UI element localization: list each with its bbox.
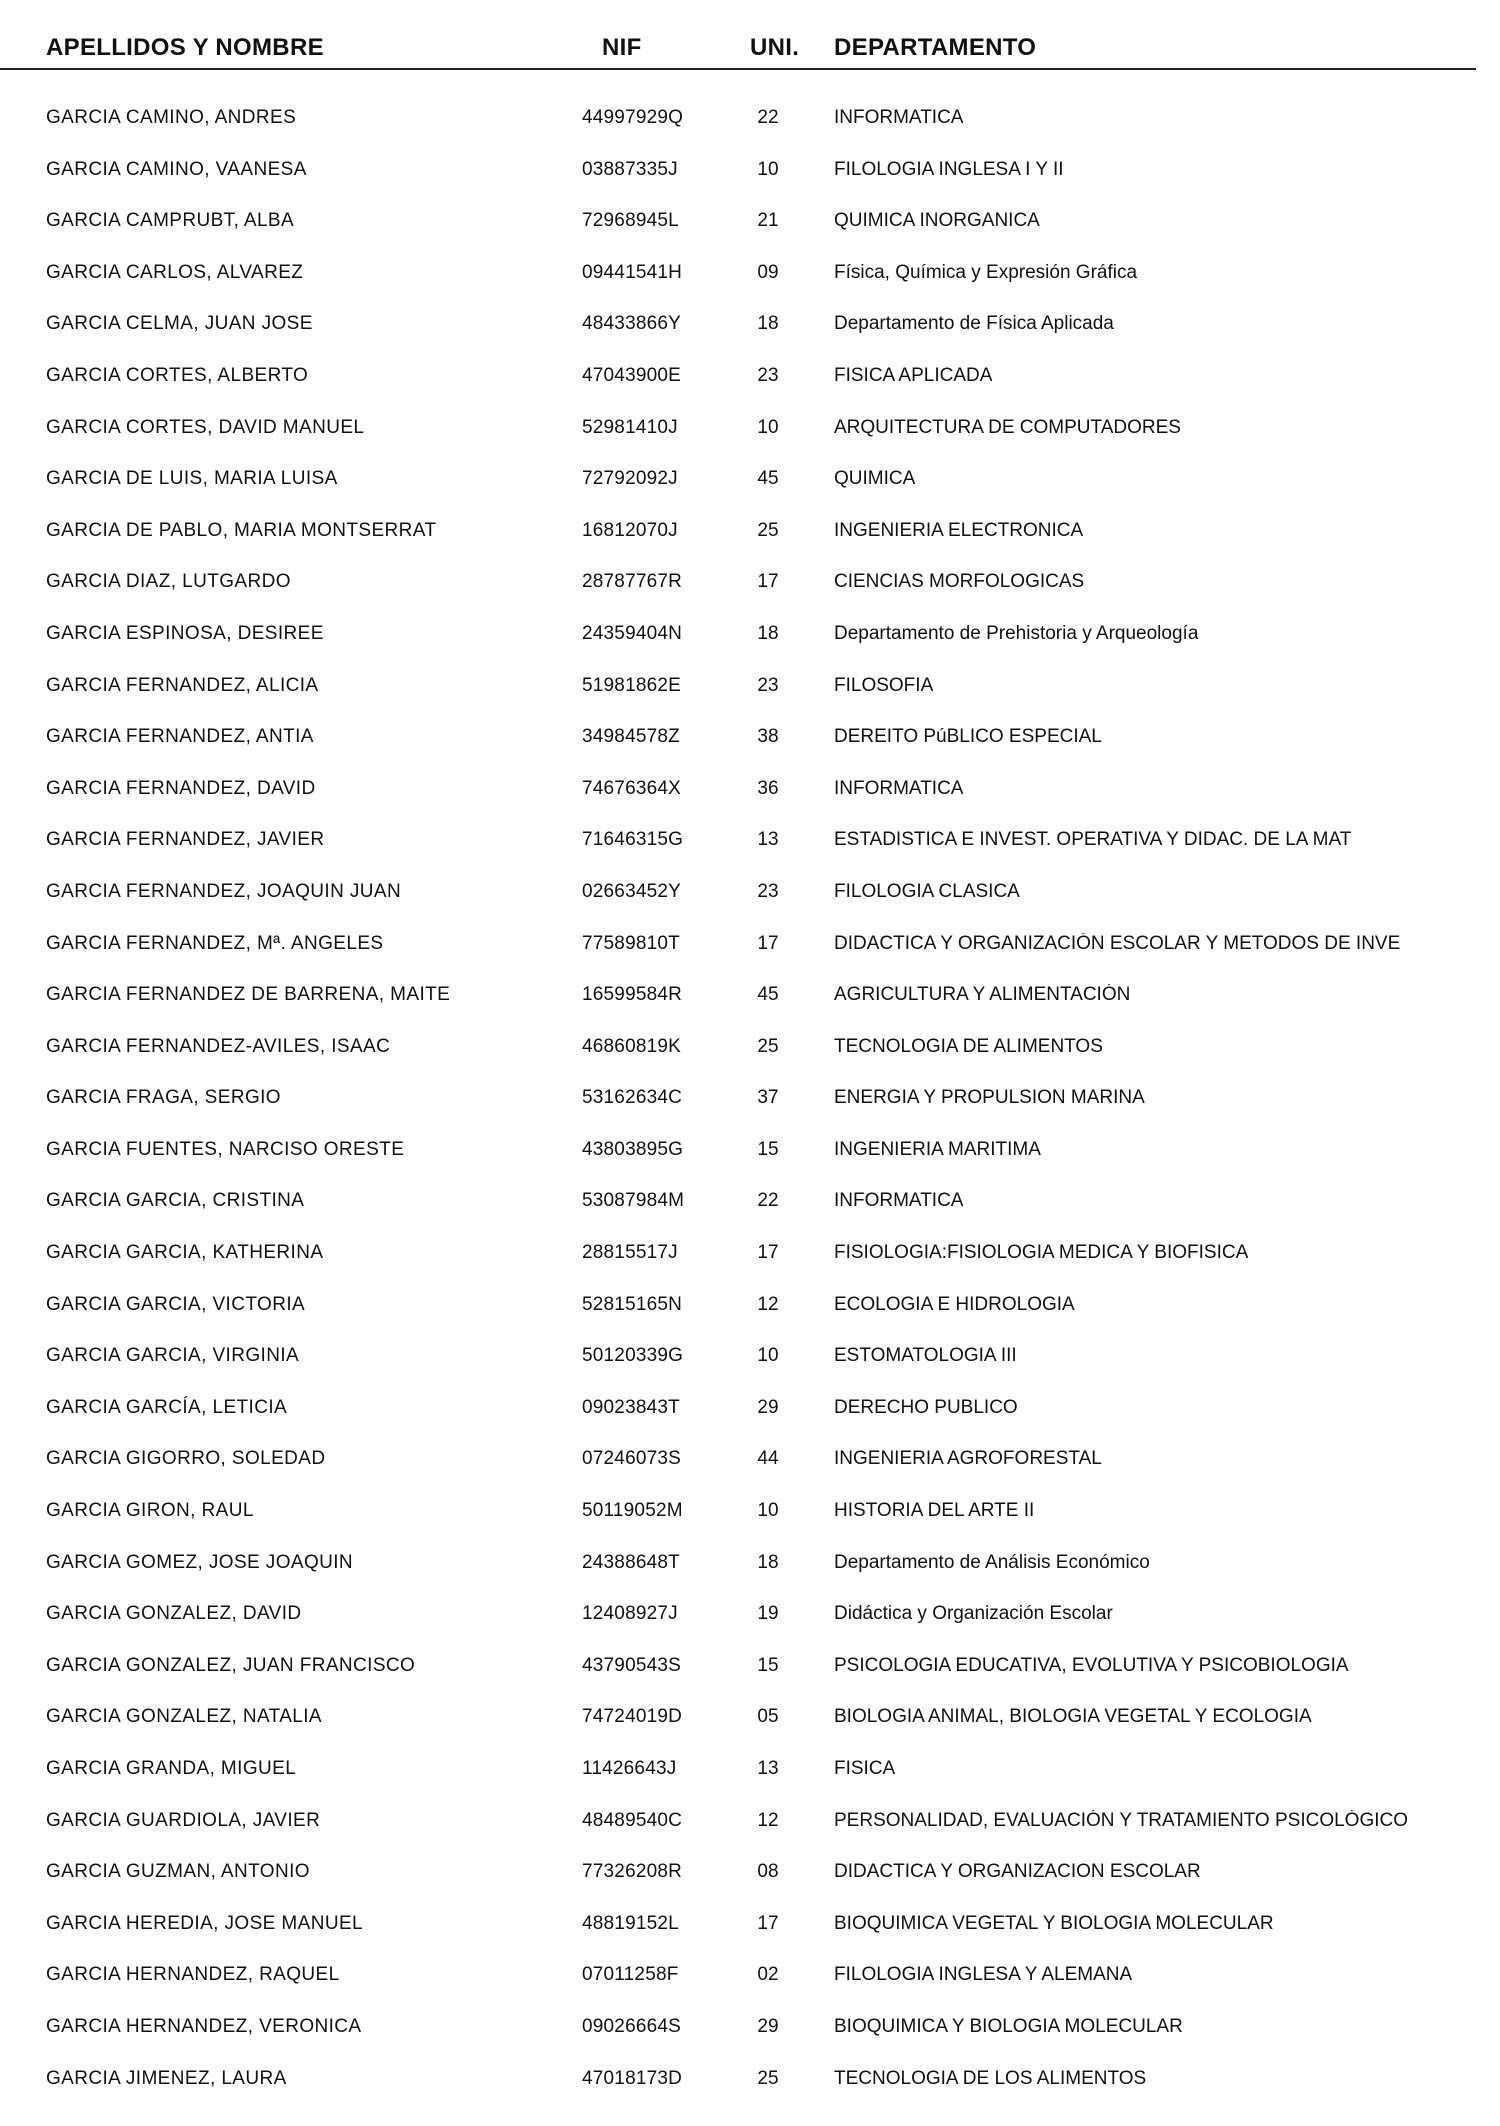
- cell-name: GARCIA HEREDIA, JOSE MANUEL: [46, 1912, 363, 1934]
- cell-nif: 52815165N: [582, 1293, 683, 1315]
- cell-department: ECOLOGIA E HIDROLOGIA: [834, 1293, 1075, 1315]
- cell-nif: 16812070J: [582, 519, 678, 541]
- cell-uni: 10: [757, 158, 779, 180]
- table-row: [0, 1234, 1500, 1286]
- cell-nif: 48819152L: [582, 1912, 679, 1934]
- cell-uni: 25: [757, 1035, 779, 1057]
- cell-department: Departamento de Prehistoria y Arqueología: [834, 622, 1199, 644]
- cell-name: GARCIA CORTES, DAVID MANUEL: [46, 416, 365, 438]
- table-row: [0, 615, 1500, 667]
- table-row: [0, 1595, 1500, 1647]
- cell-uni: 25: [757, 519, 779, 541]
- cell-nif: 74676364X: [582, 777, 682, 799]
- cell-uni: 18: [757, 1551, 779, 1573]
- cell-department: DEREITO PúBLICO ESPECIAL: [834, 726, 1102, 748]
- cell-name: GARCIA ESPINOSA, DESIREE: [46, 622, 324, 644]
- table-row: [0, 1956, 1500, 2008]
- cell-name: GARCIA DE LUIS, MARIA LUISA: [46, 468, 338, 490]
- table-row: [0, 1750, 1500, 1802]
- cell-department: DIDACTICA Y ORGANIZACIÓN ESCOLAR Y METODOS DE INVE: [834, 932, 1401, 954]
- header-nif: NIF: [602, 34, 642, 61]
- table-row: [0, 99, 1500, 151]
- cell-department: Departamento de Análisis Económico: [834, 1551, 1150, 1573]
- cell-name: GARCIA FERNANDEZ, JOAQUIN JUAN: [46, 880, 402, 902]
- cell-uni: 23: [757, 674, 779, 696]
- cell-nif: 24388648T: [582, 1551, 680, 1573]
- cell-nif: 16599584R: [582, 984, 683, 1006]
- cell-name: GARCIA GUZMAN, ANTONIO: [46, 1861, 310, 1883]
- cell-name: GARCIA GONZALEZ, DAVID: [46, 1603, 302, 1625]
- table-row: [0, 1182, 1500, 1234]
- table-row: [0, 2060, 1500, 2112]
- cell-nif: 03887335J: [582, 158, 678, 180]
- cell-uni: 15: [757, 1138, 779, 1160]
- cell-name: GARCIA FERNANDEZ, ALICIA: [46, 674, 319, 696]
- cell-nif: 07011258F: [582, 1964, 679, 1986]
- cell-nif: 09026664S: [582, 2015, 682, 2037]
- cell-uni: 45: [757, 984, 779, 1006]
- cell-department: Departamento de Física Aplicada: [834, 313, 1114, 335]
- cell-department: QUIMICA: [834, 468, 916, 490]
- table-row: [0, 976, 1500, 1028]
- table-row: [0, 1905, 1500, 1957]
- table-row: [0, 151, 1500, 203]
- table-row: [0, 1028, 1500, 1080]
- cell-department: ENERGIA Y PROPULSION MARINA: [834, 1087, 1145, 1109]
- cell-uni: 38: [757, 726, 779, 748]
- cell-name: GARCIA GONZALEZ, NATALIA: [46, 1706, 323, 1728]
- header-department: DEPARTAMENTO: [834, 34, 1037, 61]
- cell-department: HISTORIA DEL ARTE II: [834, 1500, 1035, 1522]
- cell-department: Didáctica y Organización Escolar: [834, 1603, 1113, 1625]
- cell-uni: 22: [757, 1190, 779, 1212]
- cell-name: GARCIA CELMA, JUAN JOSE: [46, 313, 313, 335]
- cell-department: BIOLOGIA ANIMAL, BIOLOGIA VEGETAL Y ECOLOGIA: [834, 1706, 1312, 1728]
- table-row: [0, 409, 1500, 461]
- header-name: APELLIDOS Y NOMBRE: [46, 34, 324, 61]
- cell-name: GARCIA GARCIA, VIRGINIA: [46, 1345, 300, 1367]
- table-row: [0, 821, 1500, 873]
- cell-name: GARCIA HERNANDEZ, RAQUEL: [46, 1964, 340, 1986]
- cell-name: GARCIA GIGORRO, SOLEDAD: [46, 1448, 326, 1470]
- cell-department: QUIMICA INORGANICA: [834, 210, 1040, 232]
- cell-name: GARCIA CAMINO, VAANESA: [46, 158, 307, 180]
- cell-uni: 19: [757, 1603, 779, 1625]
- cell-uni: 13: [757, 1758, 779, 1779]
- cell-department: CIENCIAS MORFOLOGICAS: [834, 571, 1085, 593]
- cell-name: GARCIA GARCIA, CRISTINA: [46, 1190, 305, 1212]
- cell-name: GARCIA CAMINO, ANDRES: [46, 107, 297, 128]
- cell-name: GARCIA GONZALEZ, JUAN FRANCISCO: [46, 1654, 416, 1676]
- cell-department: ESTADISTICA E INVEST. OPERATIVA Y DIDAC. DE LA MAT: [834, 829, 1352, 851]
- table-row: [0, 2008, 1500, 2060]
- cell-department: INFORMATICA: [834, 1190, 964, 1212]
- cell-department: FILOLOGIA CLASICA: [834, 880, 1020, 902]
- table-row: [0, 1544, 1500, 1596]
- cell-nif: 53162634C: [582, 1087, 683, 1109]
- cell-nif: 48489540C: [582, 1809, 683, 1831]
- cell-nif: 50119052M: [582, 1500, 683, 1522]
- cell-nif: 09023843T: [582, 1396, 680, 1418]
- cell-uni: 15: [757, 1654, 779, 1676]
- table-row: [0, 1853, 1500, 1905]
- header-rule: [0, 68, 1476, 70]
- cell-department: BIOQUIMICA VEGETAL Y BIOLOGIA MOLECULAR: [834, 1912, 1274, 1934]
- cell-name: GARCIA DE PABLO, MARIA MONTSERRAT: [46, 519, 437, 541]
- cell-nif: 28787767R: [582, 571, 683, 593]
- cell-nif: 46860819K: [582, 1035, 682, 1057]
- cell-nif: 71646315G: [582, 829, 684, 851]
- cell-name: GARCIA GARCIA, KATHERINA: [46, 1242, 324, 1264]
- cell-department: TECNOLOGIA DE ALIMENTOS: [834, 1035, 1103, 1057]
- cell-department: INGENIERIA ELECTRONICA: [834, 519, 1084, 541]
- cell-uni: 23: [757, 880, 779, 902]
- table-header: [0, 30, 1500, 70]
- table-row: [0, 1440, 1500, 1492]
- cell-nif: 77589810T: [582, 932, 680, 954]
- table-row: [0, 1337, 1500, 1389]
- cell-name: GARCIA FUENTES, NARCISO ORESTE: [46, 1138, 405, 1160]
- cell-nif: 51981862E: [582, 674, 682, 696]
- cell-uni: 10: [757, 1345, 779, 1367]
- table-row: [0, 460, 1500, 512]
- cell-department: ARQUITECTURA DE COMPUTADORES: [834, 416, 1181, 438]
- cell-uni: 17: [757, 1912, 779, 1934]
- cell-nif: 48433866Y: [582, 313, 682, 335]
- cell-name: GARCIA GARCÍA, LETICIA: [46, 1396, 288, 1418]
- cell-department: Física, Química y Expresión Gráfica: [834, 261, 1138, 283]
- table-row: [0, 1492, 1500, 1544]
- table-row: [0, 1131, 1500, 1183]
- cell-department: BIOQUIMICA Y BIOLOGIA MOLECULAR: [834, 2015, 1183, 2037]
- cell-uni: 17: [757, 571, 779, 593]
- cell-nif: 12408927J: [582, 1603, 678, 1625]
- cell-department: FISIOLOGIA:FISIOLOGIA MEDICA Y BIOFISICA: [834, 1242, 1249, 1264]
- table-row: [0, 1698, 1500, 1750]
- table-row: [0, 873, 1500, 925]
- cell-nif: 34984578Z: [582, 726, 680, 748]
- table-row: [0, 1389, 1500, 1441]
- cell-name: GARCIA GARCIA, VICTORIA: [46, 1293, 306, 1315]
- cell-nif: 72792092J: [582, 468, 678, 490]
- cell-nif: 43790543S: [582, 1654, 682, 1676]
- cell-uni: 18: [757, 313, 779, 335]
- table-row: [0, 512, 1500, 564]
- cell-uni: 17: [757, 1242, 779, 1264]
- cell-name: GARCIA FERNANDEZ, Mª. ANGELES: [46, 932, 384, 954]
- cell-name: GARCIA FERNANDEZ, JAVIER: [46, 829, 325, 851]
- cell-department: FILOLOGIA INGLESA Y ALEMANA: [834, 1964, 1133, 1986]
- cell-nif: 11426643J: [582, 1758, 677, 1779]
- cell-department: INFORMATICA: [834, 777, 964, 799]
- table-row: [0, 357, 1500, 409]
- cell-uni: 37: [757, 1087, 779, 1109]
- cell-nif: 72968945L: [582, 210, 679, 232]
- cell-department: INFORMATICA: [834, 107, 964, 128]
- cell-uni: 22: [757, 107, 779, 128]
- cell-name: GARCIA FERNANDEZ-AVILES, ISAAC: [46, 1035, 391, 1057]
- cell-uni: 10: [757, 416, 779, 438]
- cell-nif: 07246073S: [582, 1448, 682, 1470]
- cell-department: FISICA: [834, 1758, 896, 1779]
- cell-name: GARCIA CARLOS, ALVAREZ: [46, 261, 304, 283]
- cell-department: FISICA APLICADA: [834, 364, 993, 386]
- cell-department: INGENIERIA AGROFORESTAL: [834, 1448, 1102, 1470]
- table-row: [0, 305, 1500, 357]
- cell-uni: 21: [757, 210, 779, 232]
- cell-department: DIDACTICA Y ORGANIZACION ESCOLAR: [834, 1861, 1201, 1883]
- cell-department: PERSONALIDAD, EVALUACIÓN Y TRATAMIENTO PSICOLÓGICO: [834, 1809, 1409, 1831]
- cell-name: GARCIA FERNANDEZ DE BARRENA, MAITE: [46, 984, 451, 1006]
- cell-uni: 29: [757, 1396, 779, 1418]
- cell-uni: 12: [757, 1809, 779, 1831]
- cell-name: GARCIA CAMPRUBT, ALBA: [46, 210, 295, 232]
- cell-nif: 47043900E: [582, 364, 682, 386]
- cell-name: GARCIA JIMENEZ, LAURA: [46, 2067, 287, 2089]
- table-row: [0, 202, 1500, 254]
- cell-uni: 13: [757, 829, 779, 851]
- cell-nif: 09441541H: [582, 261, 683, 283]
- cell-name: GARCIA CORTES, ALBERTO: [46, 364, 309, 386]
- cell-department: FILOLOGIA INGLESA I Y II: [834, 158, 1064, 180]
- cell-department: PSICOLOGIA EDUCATIVA, EVOLUTIVA Y PSICOBIOLOGIA: [834, 1654, 1349, 1676]
- cell-uni: 12: [757, 1293, 779, 1315]
- cell-department: DERECHO PUBLICO: [834, 1396, 1018, 1418]
- cell-name: GARCIA GRANDA, MIGUEL: [46, 1758, 297, 1779]
- cell-name: GARCIA FRAGA, SERGIO: [46, 1087, 281, 1109]
- cell-name: GARCIA GIRON, RAUL: [46, 1500, 254, 1522]
- table-row: [0, 925, 1500, 977]
- cell-uni: 08: [757, 1861, 779, 1883]
- cell-uni: 17: [757, 932, 779, 954]
- table-row: [0, 718, 1500, 770]
- cell-uni: 18: [757, 622, 779, 644]
- cell-uni: 23: [757, 364, 779, 386]
- cell-nif: 77326208R: [582, 1861, 683, 1883]
- cell-uni: 29: [757, 2015, 779, 2037]
- table-row: [0, 1802, 1500, 1854]
- cell-name: GARCIA FERNANDEZ, DAVID: [46, 777, 316, 799]
- cell-nif: 53087984M: [582, 1190, 685, 1212]
- cell-name: GARCIA HERNANDEZ, VERONICA: [46, 2015, 362, 2037]
- cell-uni: 44: [757, 1448, 779, 1470]
- cell-nif: 02663452Y: [582, 880, 682, 902]
- cell-department: FILOSOFIA: [834, 674, 934, 696]
- cell-nif: 43803895G: [582, 1138, 684, 1160]
- cell-uni: 10: [757, 1500, 779, 1522]
- table-row: [0, 1079, 1500, 1131]
- cell-nif: 52981410J: [582, 416, 678, 438]
- table-row: [0, 770, 1500, 822]
- cell-nif: 28815517J: [582, 1242, 678, 1264]
- cell-department: ESTOMATOLOGIA III: [834, 1345, 1017, 1367]
- cell-name: GARCIA GUARDIOLA, JAVIER: [46, 1809, 321, 1831]
- cell-nif: 24359404N: [582, 622, 683, 644]
- cell-name: GARCIA FERNANDEZ, ANTIA: [46, 726, 314, 748]
- cell-uni: 45: [757, 468, 779, 490]
- cell-uni: 05: [757, 1706, 779, 1728]
- table-body: [0, 99, 1500, 2111]
- cell-department: TECNOLOGIA DE LOS ALIMENTOS: [834, 2067, 1147, 2089]
- cell-nif: 44997929Q: [582, 107, 684, 128]
- cell-uni: 25: [757, 2067, 779, 2089]
- cell-uni: 02: [757, 1964, 779, 1986]
- table-row: [0, 667, 1500, 719]
- cell-department: AGRICULTURA Y ALIMENTACIÓN: [834, 984, 1131, 1006]
- cell-nif: 50120339G: [582, 1345, 684, 1367]
- cell-uni: 36: [757, 777, 779, 799]
- table-row: [0, 254, 1500, 306]
- table-row: [0, 563, 1500, 615]
- table-row: [0, 1647, 1500, 1699]
- cell-name: GARCIA GOMEZ, JOSE JOAQUIN: [46, 1551, 354, 1573]
- cell-nif: 74724019D: [582, 1706, 683, 1728]
- cell-nif: 47018173D: [582, 2067, 683, 2089]
- cell-department: INGENIERIA MARITIMA: [834, 1138, 1041, 1160]
- table-row: [0, 1286, 1500, 1338]
- header-uni: UNI.: [750, 34, 800, 61]
- cell-uni: 09: [757, 261, 779, 283]
- cell-name: GARCIA DIAZ, LUTGARDO: [46, 571, 291, 593]
